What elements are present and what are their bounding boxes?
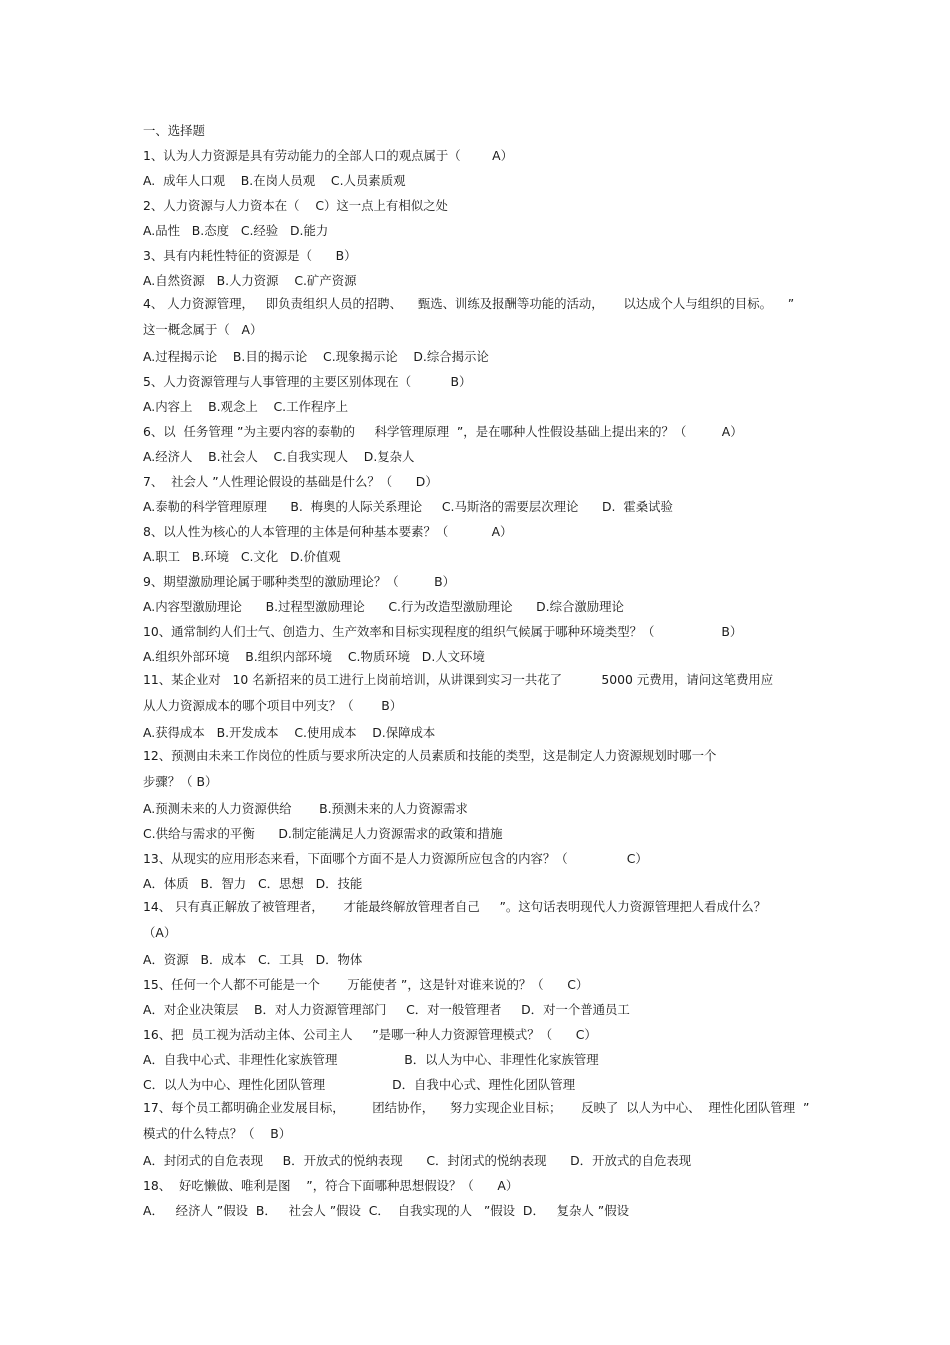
options-2: A.品性 B.态度 C.经验 D.能力 xyxy=(143,223,329,238)
question-8: 8、以人性为核心的人本管理的主体是何种基本要素？（ A） xyxy=(143,524,513,539)
options-17: A．封闭式的自危表现 B．开放式的悦纳表现 C．封闭式的悦纳表现 D．开放式的自危表现 xyxy=(143,1153,692,1168)
question-18: 18、 好吃懒做、唯利是图 ”，符合下面哪种思想假设？（ A） xyxy=(143,1178,519,1193)
options-10: A.组织外部环境 B.组织内部环境 C.物质环境 D.人文环境 xyxy=(143,649,485,664)
question-7: 7、 社会人 ”人性理论假设的基础是什么？（ D） xyxy=(143,474,438,489)
question-14-line-2: （A） xyxy=(143,925,177,940)
options-3: A.自然资源 B.人力资源 C.矿产资源 xyxy=(143,273,357,288)
question-12-line-2: 步骤？（ B） xyxy=(143,774,218,789)
options-12-line-1: A.预测未来的人力资源供给 B.预测未来的人力资源需求 xyxy=(143,801,468,816)
question-12-line-1: 12、预测由未来工作岗位的性质与要求所决定的人员素质和技能的类型，这是制定人力资源规划时哪一个 xyxy=(143,748,717,763)
question-13: 13、从现实的应用形态来看，下面哪个方面不是人力资源所应包含的内容？（ C） xyxy=(143,851,648,866)
question-6: 6、以 任务管理 ”为主要内容的泰勒的 科学管理原理 ”，是在哪种人性假设基础上提出来的？（ A） xyxy=(143,424,743,439)
options-18: A． 经济人 ”假设 B． 社会人 ”假设 C． 自我实现的人 ”假设 D． 复杂人 ”假设 xyxy=(143,1203,629,1218)
question-15: 15、任何一个人都不可能是一个 万能使者 ”，这是针对谁来说的？（ C） xyxy=(143,977,589,992)
question-14-line-1: 14、 只有真正解放了被管理者， 才能最终解放管理者自己 ”。这句话表明现代人力资源管理把人看成什么？ xyxy=(143,899,767,914)
options-4: A.过程揭示论 B.目的揭示论 C.现象揭示论 D.综合揭示论 xyxy=(143,349,489,364)
options-7: A.泰勒的科学管理原理 B. 梅奥的人际关系理论 C.马斯洛的需要层次理论 D. 霍桑试验 xyxy=(143,499,673,514)
question-4-line-2: 这一概念属于（ A） xyxy=(143,322,263,337)
question-17-line-2: 模式的什么特点？（ B） xyxy=(143,1126,292,1141)
question-2: 2、人力资源与人力资本在（ C）这一点上有相似之处 xyxy=(143,198,448,213)
options-8: A.职工 B.环境 C.文化 D.价值观 xyxy=(143,549,341,564)
options-11: A.获得成本 B.开发成本 C.使用成本 D.保障成本 xyxy=(143,725,436,740)
options-16-line-1: A．自我中心式、非理性化家族管理 B．以人为中心、非理性化家族管理 xyxy=(143,1052,599,1067)
question-1: 1、认为人力资源是具有劳动能力的全部人口的观点属于（ A） xyxy=(143,148,514,163)
question-11-line-1: 11、某企业对 10 名新招来的员工进行上岗前培训，从讲课到实习一共花了 5000 元费用，请问这笔费用应 xyxy=(143,672,774,687)
options-13: A．体质 B．智力 C．思想 D．技能 xyxy=(143,876,363,891)
question-3: 3、具有内耗性特征的资源是（ B） xyxy=(143,248,357,263)
question-11-line-2: 从人力资源成本的哪个项目中列支？（ B） xyxy=(143,698,403,713)
options-14: A．资源 B．成本 C．工具 D．物体 xyxy=(143,952,363,967)
question-4-line-1: 4、 人力资源管理， 即负责组织人员的招聘、 甄选、训练及报酬等功能的活动， 以达成个人与组织的目标。 ” xyxy=(143,296,795,311)
section-title: 一、选择题 xyxy=(143,123,205,138)
question-5: 5、人力资源管理与人事管理的主要区别体现在（ B） xyxy=(143,374,472,389)
question-17-line-1: 17、每个员工都明确企业发展目标， 团结协作， 努力实现企业目标； 反映了 以人为中心、 理性化团队管理 ” xyxy=(143,1100,810,1115)
options-5: A.内容上 B.观念上 C.工作程序上 xyxy=(143,399,349,414)
options-12-line-2: C.供给与需求的平衡 D.制定能满足人力资源需求的政策和措施 xyxy=(143,826,503,841)
options-6: A.经济人 B.社会人 C.自我实现人 D.复杂人 xyxy=(143,449,415,464)
question-16: 16、把 员工视为活动主体、公司主人 ”是哪一种人力资源管理模式？（ C） xyxy=(143,1027,597,1042)
question-10: 10、通常制约人们士气、创造力、生产效率和目标实现程度的组织气候属于哪种环境类型？（ B） xyxy=(143,624,743,639)
options-15: A．对企业决策层 B．对人力资源管理部门 C．对一般管理者 D．对一个普通员工 xyxy=(143,1002,630,1017)
options-1: A. 成年人口观 B.在岗人员观 C.人员素质观 xyxy=(143,173,406,188)
options-9: A.内容型激励理论 B.过程型激励理论 C.行为改造型激励理论 D.综合激励理论 xyxy=(143,599,624,614)
options-16-line-2: C．以人为中心、理性化团队管理 D．自我中心式、理性化团队管理 xyxy=(143,1077,576,1092)
question-9: 9、期望激励理论属于哪种类型的激励理论？（ B） xyxy=(143,574,456,589)
question-list xyxy=(143,118,813,1223)
